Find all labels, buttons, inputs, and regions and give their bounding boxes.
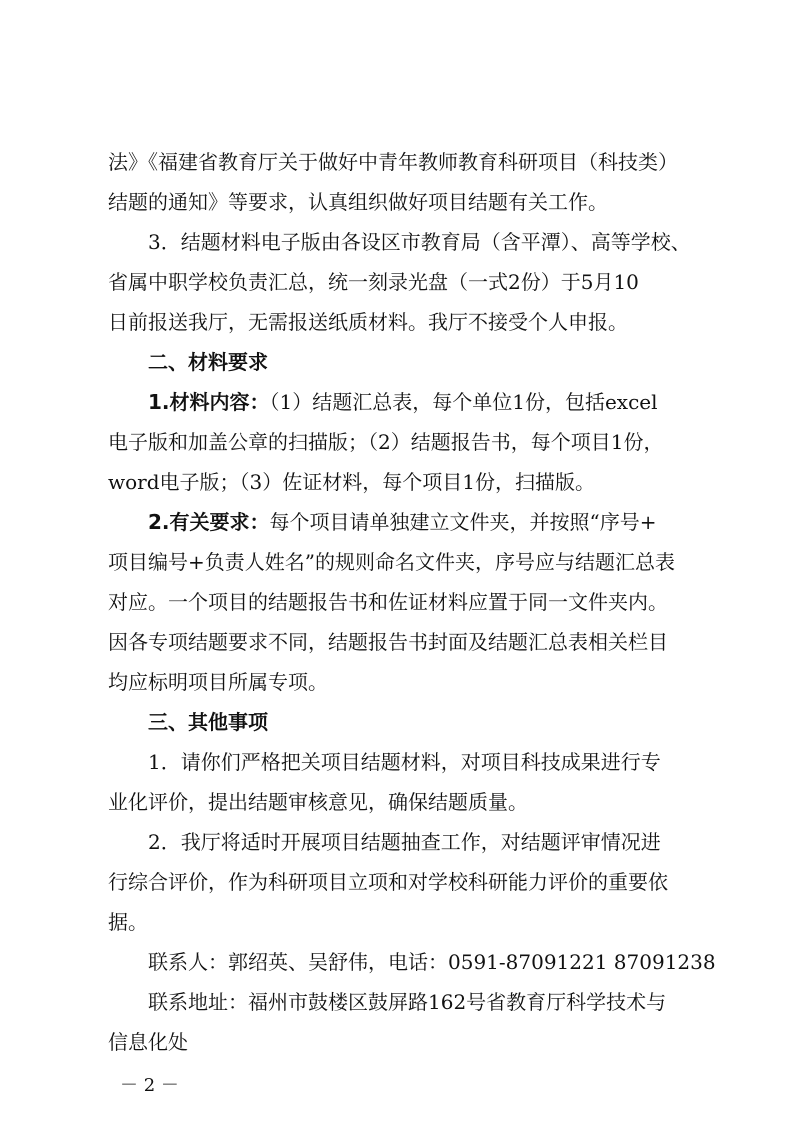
paragraph-line: 2．我厅将适时开展项目结题抽查工作，对结题评审情况进: [148, 830, 661, 854]
contact-line: 联系人：郭绍英、吴舒伟，电话：0591-87091221 87091238: [148, 950, 716, 974]
item-2-text: 每个项目请单独建立文件夹，并按照“序号+: [269, 510, 657, 534]
paragraph-line: [148, 388, 793, 416]
paragraph-line: 业化评价，提出结题审核意见，确保结题质量。: [108, 790, 528, 814]
paragraph-line: 据。: [108, 910, 148, 934]
paragraph-line: 行综合评价，作为科研项目立项和对学校科研能力评价的重要依: [108, 870, 668, 894]
paragraph-line: word电子版；（3）佐证材料，每个项目1份，扫描版。: [108, 470, 595, 494]
item-1-text: （1）结题汇总表，每个单位1份，包括excel: [269, 390, 658, 414]
paragraph-line: 日前报送我厅，无需报送纸质材料。我厅不接受个人申报。: [108, 310, 628, 334]
address-line: 信息化处: [108, 1030, 188, 1054]
item-2-label: 2.有关要求：: [148, 510, 270, 534]
paragraph-line: 项目编号+负责人姓名”的规则命名文件夹，序号应与结题汇总表: [108, 550, 675, 574]
page-number: － 2 －: [120, 1075, 179, 1096]
section-heading-materials: 二、材料要求: [148, 350, 268, 374]
paragraph-line: 均应标明项目所属专项。: [108, 670, 328, 694]
paragraph-line: [148, 508, 793, 536]
address-line: 联系地址：福州市鼓楼区鼓屏路162号省教育厅科学技术与: [148, 990, 667, 1014]
section-heading-other: 三、其他事项: [148, 710, 268, 734]
paragraph-line: 1．请你们严格把关项目结题材料，对项目科技成果进行专: [148, 750, 661, 774]
item-1-label: 1.材料内容：: [148, 390, 270, 414]
paragraph-line: 电子版和加盖公章的扫描版；（2）结题报告书，每个项目1份，: [108, 430, 664, 454]
paragraph-line: 对应。一个项目的结题报告书和佐证材料应置于同一文件夹内。: [108, 590, 668, 614]
paragraph-line: 3．结题材料电子版由各设区市教育局（含平潭）、高等学校、: [148, 230, 691, 254]
paragraph-line: 因各专项结题要求不同，结题报告书封面及结题汇总表相关栏目: [108, 630, 668, 654]
paragraph-line: 法》《福建省教育厅关于做好中青年教师教育科研项目（科技类）: [108, 150, 678, 174]
paragraph-line: 结题的通知》等要求，认真组织做好项目结题有关工作。: [108, 190, 608, 214]
paragraph-line: 省属中职学校负责汇总，统一刻录光盘（一式2份）于5月10: [108, 270, 639, 294]
